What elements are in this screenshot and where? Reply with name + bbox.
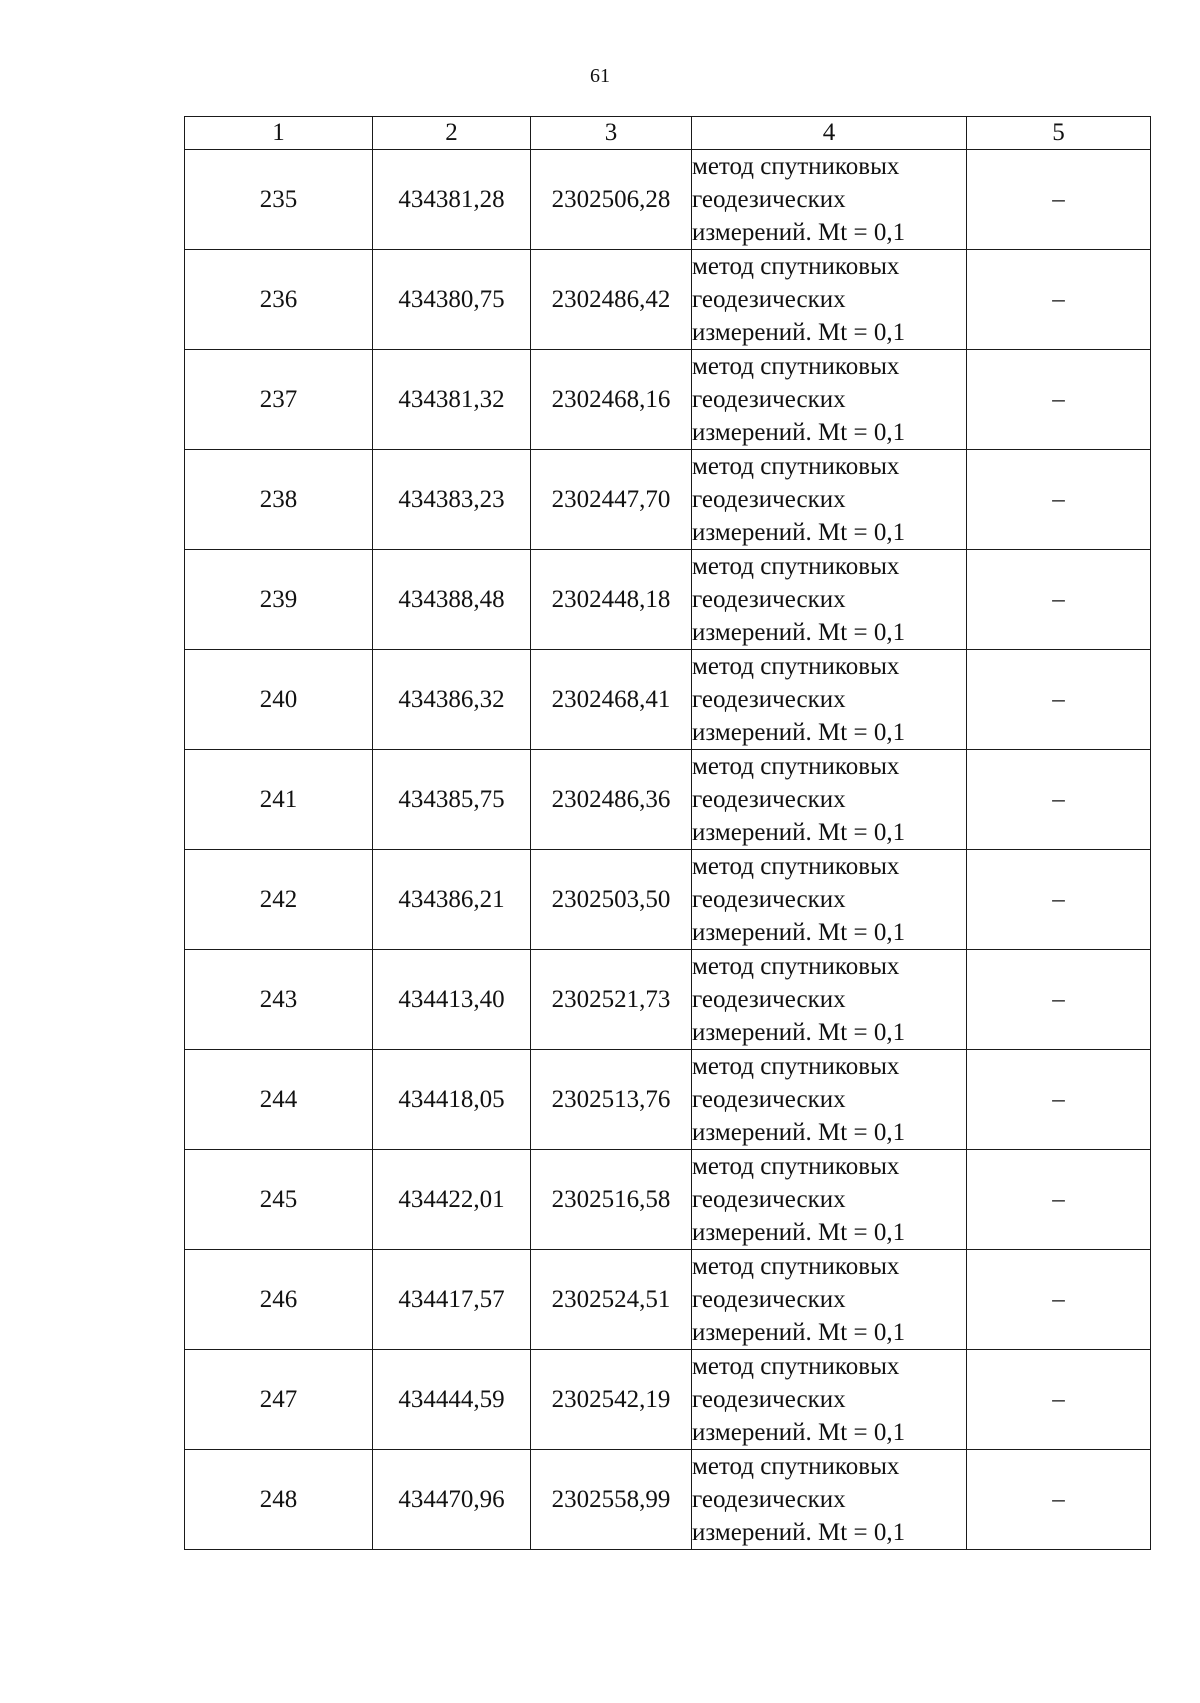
point-number-cell: 244 bbox=[185, 1050, 373, 1150]
point-number-cell: 246 bbox=[185, 1250, 373, 1350]
note-cell: – bbox=[967, 1250, 1151, 1350]
y-coordinate-cell: 2302486,36 bbox=[531, 750, 692, 850]
point-number-cell: 238 bbox=[185, 450, 373, 550]
note-cell: – bbox=[967, 850, 1151, 950]
table-row bbox=[185, 1050, 1151, 1150]
method-line: геодезических bbox=[692, 386, 846, 413]
point-number-cell: 247 bbox=[185, 1350, 373, 1450]
table-row bbox=[185, 150, 1151, 250]
method-line: метод спутниковых bbox=[692, 1453, 900, 1480]
method-line: метод спутниковых bbox=[692, 1053, 900, 1080]
method-line: метод спутниковых bbox=[692, 253, 900, 280]
method-line: измерений. Mt = 0,1 bbox=[692, 1419, 906, 1446]
method-line: геодезических bbox=[692, 786, 846, 813]
method-cell bbox=[692, 850, 967, 950]
table-row bbox=[185, 250, 1151, 350]
y-coordinate-cell: 2302506,28 bbox=[531, 150, 692, 250]
x-coordinate-cell: 434381,28 bbox=[373, 150, 531, 250]
y-coordinate-cell: 2302468,41 bbox=[531, 650, 692, 750]
table-row bbox=[185, 350, 1151, 450]
method-cell bbox=[692, 1150, 967, 1250]
method-line: метод спутниковых bbox=[692, 153, 900, 180]
header-col-2: 2 bbox=[373, 117, 531, 150]
method-line: измерений. Mt = 0,1 bbox=[692, 419, 906, 446]
x-coordinate-cell: 434385,75 bbox=[373, 750, 531, 850]
method-line: метод спутниковых bbox=[692, 753, 900, 780]
method-line: метод спутниковых bbox=[692, 453, 900, 480]
method-line: геодезических bbox=[692, 1286, 846, 1313]
method-line: измерений. Mt = 0,1 bbox=[692, 219, 906, 246]
table-row bbox=[185, 550, 1151, 650]
table-row bbox=[185, 850, 1151, 950]
point-number-cell: 248 bbox=[185, 1450, 373, 1550]
method-line: геодезических bbox=[692, 886, 846, 913]
y-coordinate-cell: 2302542,19 bbox=[531, 1350, 692, 1450]
note-cell: – bbox=[967, 950, 1151, 1050]
method-cell bbox=[692, 750, 967, 850]
method-line: метод спутниковых bbox=[692, 1153, 900, 1180]
header-row bbox=[185, 117, 1151, 150]
method-line: измерений. Mt = 0,1 bbox=[692, 1219, 906, 1246]
method-cell bbox=[692, 250, 967, 350]
note-cell: – bbox=[967, 450, 1151, 550]
table-row bbox=[185, 950, 1151, 1050]
method-line: геодезических bbox=[692, 1186, 846, 1213]
method-line: геодезических bbox=[692, 686, 846, 713]
note-cell: – bbox=[967, 1350, 1151, 1450]
point-number-cell: 243 bbox=[185, 950, 373, 1050]
header-col-1: 1 bbox=[185, 117, 373, 150]
method-line: измерений. Mt = 0,1 bbox=[692, 1119, 906, 1146]
method-line: метод спутниковых bbox=[692, 853, 900, 880]
x-coordinate-cell: 434386,21 bbox=[373, 850, 531, 950]
method-line: измерений. Mt = 0,1 bbox=[692, 819, 906, 846]
x-coordinate-cell: 434418,05 bbox=[373, 1050, 531, 1150]
table-row bbox=[185, 650, 1151, 750]
table-body bbox=[185, 150, 1151, 1550]
method-line: геодезических bbox=[692, 586, 846, 613]
method-cell bbox=[692, 1250, 967, 1350]
method-line: измерений. Mt = 0,1 bbox=[692, 1019, 906, 1046]
method-line: метод спутниковых bbox=[692, 553, 900, 580]
method-line: измерений. Mt = 0,1 bbox=[692, 919, 906, 946]
method-cell bbox=[692, 950, 967, 1050]
method-cell bbox=[692, 1050, 967, 1150]
x-coordinate-cell: 434470,96 bbox=[373, 1450, 531, 1550]
method-cell bbox=[692, 1350, 967, 1450]
method-line: метод спутниковых bbox=[692, 1353, 900, 1380]
note-cell: – bbox=[967, 1050, 1151, 1150]
method-cell bbox=[692, 1450, 967, 1550]
method-line: метод спутниковых bbox=[692, 653, 900, 680]
method-line: геодезических bbox=[692, 986, 846, 1013]
table-row bbox=[185, 450, 1151, 550]
method-line: измерений. Mt = 0,1 bbox=[692, 1519, 906, 1546]
method-cell bbox=[692, 550, 967, 650]
y-coordinate-cell: 2302486,42 bbox=[531, 250, 692, 350]
y-coordinate-cell: 2302503,50 bbox=[531, 850, 692, 950]
note-cell: – bbox=[967, 1150, 1151, 1250]
table-header bbox=[185, 117, 1151, 150]
x-coordinate-cell: 434381,32 bbox=[373, 350, 531, 450]
header-col-4: 4 bbox=[692, 117, 967, 150]
point-number-cell: 237 bbox=[185, 350, 373, 450]
note-cell: – bbox=[967, 550, 1151, 650]
x-coordinate-cell: 434380,75 bbox=[373, 250, 531, 350]
note-cell: – bbox=[967, 250, 1151, 350]
note-cell: – bbox=[967, 150, 1151, 250]
coordinates-table bbox=[184, 116, 1151, 1550]
method-line: измерений. Mt = 0,1 bbox=[692, 1319, 906, 1346]
y-coordinate-cell: 2302447,70 bbox=[531, 450, 692, 550]
x-coordinate-cell: 434417,57 bbox=[373, 1250, 531, 1350]
note-cell: – bbox=[967, 650, 1151, 750]
method-line: геодезических bbox=[692, 1086, 846, 1113]
point-number-cell: 239 bbox=[185, 550, 373, 650]
table-row bbox=[185, 1250, 1151, 1350]
y-coordinate-cell: 2302558,99 bbox=[531, 1450, 692, 1550]
y-coordinate-cell: 2302516,58 bbox=[531, 1150, 692, 1250]
x-coordinate-cell: 434413,40 bbox=[373, 950, 531, 1050]
x-coordinate-cell: 434388,48 bbox=[373, 550, 531, 650]
method-line: метод спутниковых bbox=[692, 1253, 900, 1280]
method-line: геодезических bbox=[692, 486, 846, 513]
method-cell bbox=[692, 650, 967, 750]
method-line: измерений. Mt = 0,1 bbox=[692, 319, 906, 346]
note-cell: – bbox=[967, 1450, 1151, 1550]
point-number-cell: 242 bbox=[185, 850, 373, 950]
table-row bbox=[185, 1450, 1151, 1550]
note-cell: – bbox=[967, 350, 1151, 450]
method-line: геодезических bbox=[692, 1486, 846, 1513]
point-number-cell: 235 bbox=[185, 150, 373, 250]
method-line: метод спутниковых bbox=[692, 353, 900, 380]
y-coordinate-cell: 2302448,18 bbox=[531, 550, 692, 650]
x-coordinate-cell: 434444,59 bbox=[373, 1350, 531, 1450]
table-row bbox=[185, 1350, 1151, 1450]
table-row bbox=[185, 750, 1151, 850]
x-coordinate-cell: 434422,01 bbox=[373, 1150, 531, 1250]
method-line: геодезических bbox=[692, 186, 846, 213]
point-number-cell: 236 bbox=[185, 250, 373, 350]
method-line: геодезических bbox=[692, 1386, 846, 1413]
y-coordinate-cell: 2302513,76 bbox=[531, 1050, 692, 1150]
method-line: измерений. Mt = 0,1 bbox=[692, 519, 906, 546]
note-cell: – bbox=[967, 750, 1151, 850]
method-line: геодезических bbox=[692, 286, 846, 313]
table-row bbox=[185, 1150, 1151, 1250]
method-line: измерений. Mt = 0,1 bbox=[692, 719, 906, 746]
point-number-cell: 245 bbox=[185, 1150, 373, 1250]
method-cell bbox=[692, 150, 967, 250]
page-number: 61 bbox=[590, 65, 610, 87]
method-cell bbox=[692, 350, 967, 450]
header-col-5: 5 bbox=[967, 117, 1151, 150]
y-coordinate-cell: 2302524,51 bbox=[531, 1250, 692, 1350]
header-col-3: 3 bbox=[531, 117, 692, 150]
method-cell bbox=[692, 450, 967, 550]
y-coordinate-cell: 2302521,73 bbox=[531, 950, 692, 1050]
method-line: измерений. Mt = 0,1 bbox=[692, 619, 906, 646]
x-coordinate-cell: 434386,32 bbox=[373, 650, 531, 750]
y-coordinate-cell: 2302468,16 bbox=[531, 350, 692, 450]
point-number-cell: 241 bbox=[185, 750, 373, 850]
method-line: метод спутниковых bbox=[692, 953, 900, 980]
point-number-cell: 240 bbox=[185, 650, 373, 750]
x-coordinate-cell: 434383,23 bbox=[373, 450, 531, 550]
